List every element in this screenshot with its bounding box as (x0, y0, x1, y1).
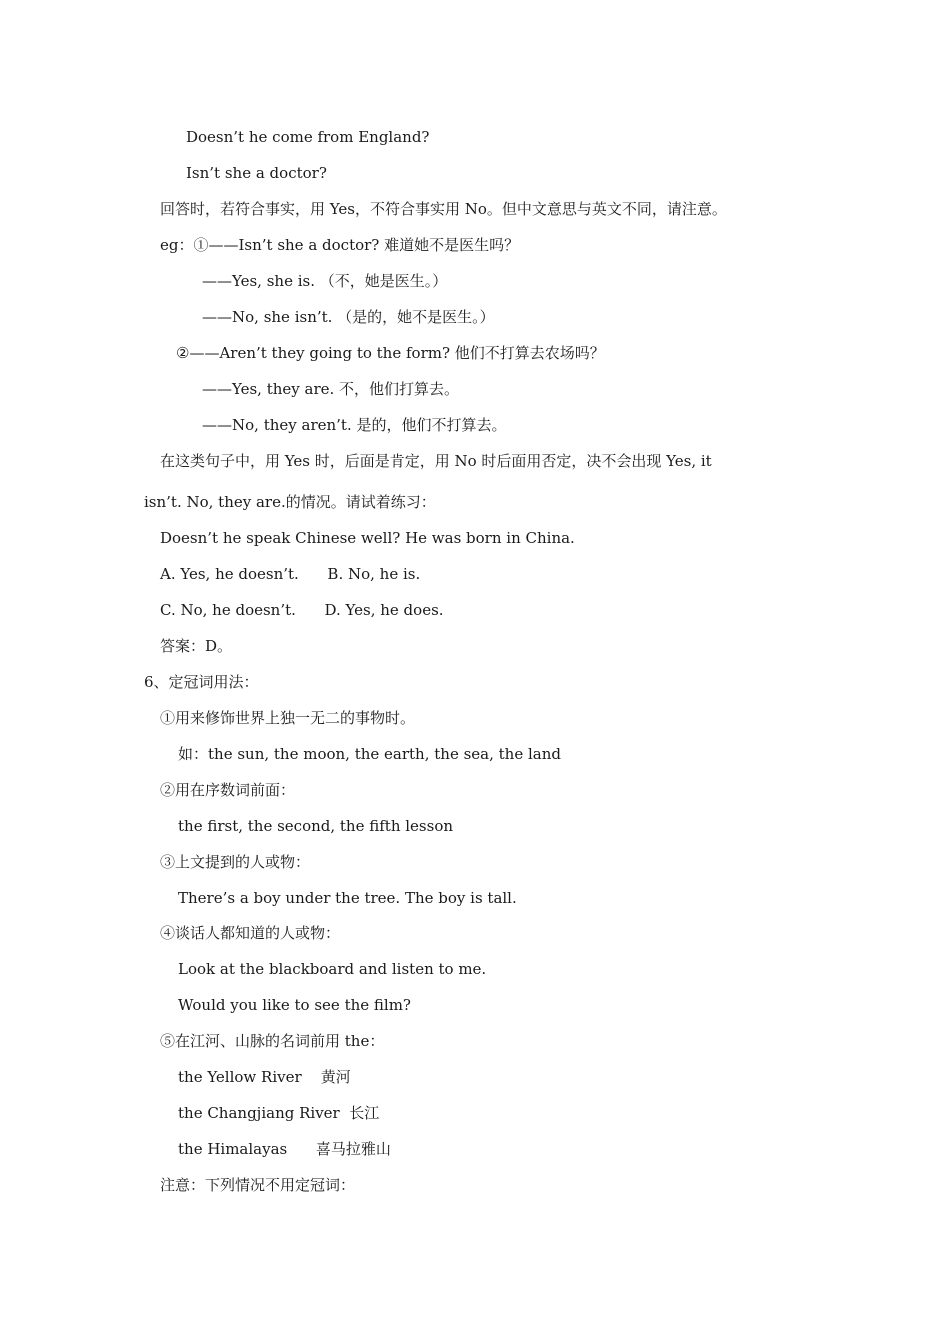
text-line: ——No, they aren’t. 是的，他们不打算去。 (202, 416, 507, 434)
text-line: the first, the second, the fifth lesson (178, 817, 454, 835)
text-line: 注意：下列情况不用定冠词： (160, 1176, 356, 1194)
text-line: C. No, he doesn’t. D. Yes, he does. (160, 601, 444, 619)
text-line: There’s a boy under the tree. The boy is tall. (178, 889, 517, 907)
text-line: the Changjiang River 长江 (178, 1104, 380, 1122)
text-line: Would you like to see the film? (178, 996, 411, 1014)
text-line: eg：①——Isn’t she a doctor? 难道她不是医生吗？ (160, 236, 520, 254)
text-line: the Yellow River 黄河 (178, 1068, 351, 1086)
text-line: A. Yes, he doesn’t. B. No, he is. (160, 565, 421, 583)
text-line: 回答时，若符合事实，用 Yes，不符合事实用 No。但中文意思与英文不同，请注意。 (160, 200, 727, 218)
text-line: ④谈话人都知道的人或物： (160, 924, 341, 942)
text-line: ——Yes, she is. （不，她是医生。） (202, 272, 448, 290)
text-line: Doesn’t he come from England? (186, 128, 430, 146)
text-line: ②——Aren’t they going to the form? 他们不打算去农场吗？ (176, 344, 605, 362)
text-line: ——No, she isn’t. （是的，她不是医生。） (202, 308, 495, 326)
text-line: 如：the sun, the moon, the earth, the sea, the land (178, 745, 561, 763)
text-line: the Himalayas 喜马拉雅山 (178, 1140, 391, 1158)
text-line: ①用来修饰世界上独一无二的事物时。 (160, 709, 416, 727)
text-line: isn’t. No, they are.的情况。请试着练习： (144, 493, 436, 511)
text-line: ⑤在江河、山脉的名词前用 the： (160, 1032, 385, 1050)
text-line: 在这类句子中，用 Yes 时，后面是肯定，用 No 时后面用否定，决不会出现 Yes, it (160, 452, 712, 470)
text-line: ③上文提到的人或物： (160, 853, 311, 871)
text-line: Doesn’t he speak Chinese well? He was born in China. (160, 529, 575, 547)
text-line: ②用在序数词前面： (160, 781, 296, 799)
text-line: Look at the blackboard and listen to me. (178, 960, 487, 978)
section-heading: 6、定冠词用法： (144, 673, 259, 691)
text-line: 答案：D。 (160, 637, 233, 655)
text-line: Isn’t she a doctor? (186, 164, 327, 182)
text-line: ——Yes, they are. 不，他们打算去。 (202, 380, 460, 398)
